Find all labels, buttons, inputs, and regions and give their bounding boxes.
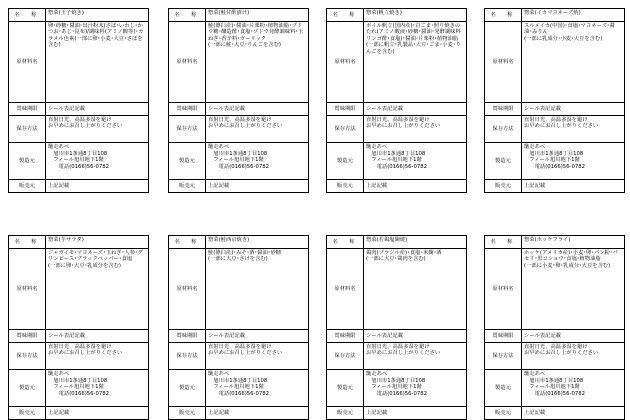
manufacturer-value: 馳走あべ 旭川市1条通8丁目108 フィール旭川地下1階 電話(0166)56-0782 xyxy=(46,370,149,407)
manufacturer-value: 馳走あべ 旭川市1条通8丁目108 フィール旭川地下1階 電話(0166)56-0782 xyxy=(364,370,467,407)
product-name: 惣菜(鮭西京焼き) xyxy=(206,236,309,249)
ingredients-header: 原材料名 xyxy=(485,22,522,103)
manufacturer-value: 馳走あべ 旭川市1条通8丁目108 フィール旭川地下1階 電話(0166)56-0782 xyxy=(522,370,625,407)
manufacturer-value: 馳走あべ 旭川市1条通8丁目108 フィール旭川地下1階 電話(0166)56-0782 xyxy=(46,143,149,180)
manufacturer-value: 馳走あべ 旭川市1条通8丁目108 フィール旭川地下1階 電話(0166)56-0782 xyxy=(364,143,467,180)
seller-header: 販売元 xyxy=(169,407,206,420)
ingredients-value: 鮭(篠臼産)･醤油･片栗粉･植物油脂･ブドウ糖･醸造酢･食塩･ブドウ発酵調味料･玉ねぎ･香辛料･ガーリック (一部に鮭･大豆･りんごを含む) xyxy=(206,22,309,103)
storage-row xyxy=(485,116,625,143)
ingredients-row xyxy=(327,22,467,103)
name-row xyxy=(169,236,309,249)
seller-value: 上記記載 xyxy=(522,407,625,420)
seller-header: 販売元 xyxy=(9,180,46,193)
manufacturer-row xyxy=(327,143,467,180)
expiry-header: 賞味期限 xyxy=(169,103,206,116)
storage-row xyxy=(9,343,149,370)
storage-value: 直射日光、高温多湿を避け お早めにお召し上がりください xyxy=(206,116,309,143)
storage-row xyxy=(327,116,467,143)
expiry-header: 賞味期限 xyxy=(327,103,364,116)
ingredients-value: ホッケ(アメリカ産)･小麦･卵･パン粉･パセリ･黒コショウ･食塩･植物油脂 (一部に小麦･卵･乳成分･大豆を含む) xyxy=(522,249,625,330)
expiry-value: シール表記記載 xyxy=(206,330,309,343)
seller-row xyxy=(9,180,149,193)
name-row xyxy=(9,236,149,249)
expiry-value: シール表記記載 xyxy=(206,103,309,116)
storage-value: 直射日光、高温多湿を避け お早めにお召し上がりください xyxy=(522,116,625,143)
expiry-row xyxy=(9,330,149,343)
manufacturer-header: 製造元 xyxy=(9,370,46,407)
seller-row xyxy=(169,407,309,420)
manufacturer-header: 製造元 xyxy=(485,143,522,180)
ingredients-header: 原材料名 xyxy=(327,249,364,330)
ingredients-header: 原材料名 xyxy=(9,249,46,330)
ingredients-value: 鮭(篠臼産)･みそ･酒･醤油･砂糖 (一部に大豆･さけを含む) xyxy=(206,249,309,330)
product-label-7 xyxy=(326,235,467,420)
ingredients-header: 原材料名 xyxy=(327,22,364,103)
ingredients-header: 原材料名 xyxy=(169,22,206,103)
expiry-header: 賞味期限 xyxy=(9,330,46,343)
manufacturer-header: 製造元 xyxy=(9,143,46,180)
seller-row xyxy=(327,407,467,420)
seller-header: 販売元 xyxy=(169,180,206,193)
name-header: 名 称 xyxy=(9,236,46,249)
storage-value: 直射日光、高温多湿を避け お早めにお召し上がりください xyxy=(364,116,467,143)
storage-value: 直射日光、高温多湿を避け お早めにお召し上がりください xyxy=(522,343,625,370)
storage-header: 保存方法 xyxy=(169,116,206,143)
ingredients-value: 鶏肉(ブラジル産)･食塩･米麹･酒 (一部に大豆･鶏肉を含む) xyxy=(364,249,467,330)
ingredients-header: 原材料名 xyxy=(485,249,522,330)
manufacturer-row xyxy=(9,370,149,407)
expiry-header: 賞味期限 xyxy=(485,103,522,116)
name-header: 名 称 xyxy=(485,236,522,249)
storage-value: 直射日光、高温多湿を避け お早めにお召し上がりください xyxy=(46,116,149,143)
expiry-header: 賞味期限 xyxy=(327,330,364,343)
seller-row xyxy=(169,180,309,193)
manufacturer-header: 製造元 xyxy=(169,370,206,407)
expiry-row xyxy=(169,330,309,343)
expiry-header: 賞味期限 xyxy=(9,103,46,116)
storage-header: 保存方法 xyxy=(169,343,206,370)
product-name: 惣菜(ホッケフライ) xyxy=(522,236,625,249)
product-label-3 xyxy=(326,8,467,193)
manufacturer-row xyxy=(485,143,625,180)
product-label-2 xyxy=(168,8,309,193)
ingredients-value: ボイル帆立(国内産)･白ごま･照り焼きのたれ(アミノ酸液･砂糖･醤油･発酵調味料リンゴ酢･食塩)･醤油･片栗粉･植物油脂 (一部に帆立･乳製品･大豆･ごま･小麦･りんごを含む) xyxy=(364,22,467,103)
manufacturer-header: 製造元 xyxy=(169,143,206,180)
ingredients-row xyxy=(9,22,149,103)
product-label-5 xyxy=(8,235,149,420)
seller-header: 販売元 xyxy=(327,407,364,420)
seller-header: 販売元 xyxy=(485,407,522,420)
product-name: 惣菜(玉子焼き) xyxy=(46,9,149,22)
name-header: 名 称 xyxy=(169,236,206,249)
manufacturer-row xyxy=(485,370,625,407)
seller-row xyxy=(327,180,467,193)
storage-header: 保存方法 xyxy=(485,116,522,143)
manufacturer-value: 馳走あべ 旭川市1条通8丁目108 フィール旭川地下1階 電話(0166)56-0782 xyxy=(206,143,309,180)
manufacturer-value: 馳走あべ 旭川市1条通8丁目108 フィール旭川地下1階 電話(0166)56-0782 xyxy=(522,143,625,180)
expiry-header: 賞味期限 xyxy=(169,330,206,343)
expiry-row xyxy=(327,330,467,343)
product-name: 惣菜(帆立焼き) xyxy=(364,9,467,22)
expiry-row xyxy=(327,103,467,116)
expiry-row xyxy=(9,103,149,116)
ingredients-row xyxy=(485,249,625,330)
product-name: 惣菜(若鶏塩麹焼) xyxy=(364,236,467,249)
expiry-value: シール表記記載 xyxy=(522,330,625,343)
seller-header: 販売元 xyxy=(327,180,364,193)
manufacturer-row xyxy=(169,370,309,407)
name-row xyxy=(485,9,625,22)
product-label-8 xyxy=(484,235,625,420)
storage-row xyxy=(485,343,625,370)
seller-row xyxy=(485,407,625,420)
name-header: 名 称 xyxy=(327,9,364,22)
seller-row xyxy=(485,180,625,193)
ingredients-row xyxy=(327,249,467,330)
product-name: 惣菜(鮭甘酢漬け) xyxy=(206,9,309,22)
seller-header: 販売元 xyxy=(9,407,46,420)
name-row xyxy=(327,236,467,249)
seller-row xyxy=(9,407,149,420)
manufacturer-row xyxy=(169,143,309,180)
expiry-value: シール表記記載 xyxy=(364,330,467,343)
ingredients-header: 原材料名 xyxy=(9,22,46,103)
manufacturer-header: 製造元 xyxy=(327,370,364,407)
product-label-6 xyxy=(168,235,309,420)
name-row xyxy=(327,9,467,22)
seller-header: 販売元 xyxy=(485,180,522,193)
expiry-value: シール表記記載 xyxy=(46,103,149,116)
name-row xyxy=(485,236,625,249)
storage-row xyxy=(169,116,309,143)
product-label-1 xyxy=(8,8,149,193)
product-name: 惣菜(芋サラダ) xyxy=(46,236,149,249)
ingredients-value: 卵･砂糖･醤油･出汁粉末(さば･いわし･かつお･あじ･昆布)/調味料(アミノ酸等)･カラメル色素(一部に卵･小麦･大豆･さばを含む) xyxy=(46,22,149,103)
expiry-header: 賞味期限 xyxy=(485,330,522,343)
storage-value: 直射日光、高温多湿を避け お早めにお召し上がりください xyxy=(206,343,309,370)
name-header: 名 称 xyxy=(327,236,364,249)
storage-value: 直射日光、高温多湿を避け お早めにお召し上がりください xyxy=(46,343,149,370)
ingredients-value: ジャガイモ･マヨネーズ･玉ねぎ･人参･グリンピース･ブラックペッパー･食塩 (一部に卵･大豆･乳成分を含む) xyxy=(46,249,149,330)
ingredients-row xyxy=(169,249,309,330)
ingredients-value: スルメイカ(中国)･食塩･マヨネーズ･醤油･みりん (一部に乳成分･小麦･大豆を含む) xyxy=(522,22,625,103)
expiry-row xyxy=(485,103,625,116)
name-header: 名 称 xyxy=(169,9,206,22)
seller-value: 上記記載 xyxy=(46,180,149,193)
seller-value: 上記記載 xyxy=(364,407,467,420)
name-row xyxy=(169,9,309,22)
expiry-row xyxy=(169,103,309,116)
seller-value: 上記記載 xyxy=(46,407,149,420)
expiry-row xyxy=(485,330,625,343)
seller-value: 上記記載 xyxy=(206,180,309,193)
seller-value: 上記記載 xyxy=(522,180,625,193)
manufacturer-header: 製造元 xyxy=(485,370,522,407)
seller-value: 上記記載 xyxy=(364,180,467,193)
name-header: 名 称 xyxy=(485,9,522,22)
expiry-value: シール表記記載 xyxy=(364,103,467,116)
ingredients-row xyxy=(9,249,149,330)
expiry-value: シール表記記載 xyxy=(46,330,149,343)
manufacturer-value: 馳走あべ 旭川市1条通8丁目108 フィール旭川地下1階 電話(0166)56-0782 xyxy=(206,370,309,407)
storage-row xyxy=(9,116,149,143)
storage-value: 直射日光、高温多湿を避け お早めにお召し上がりください xyxy=(364,343,467,370)
product-name: 惣菜(イカマヨネーズ焼) xyxy=(522,9,625,22)
ingredients-row xyxy=(485,22,625,103)
product-label-4 xyxy=(484,8,625,193)
manufacturer-row xyxy=(9,143,149,180)
name-header: 名 称 xyxy=(9,9,46,22)
storage-row xyxy=(327,343,467,370)
ingredients-row xyxy=(169,22,309,103)
storage-header: 保存方法 xyxy=(485,343,522,370)
manufacturer-header: 製造元 xyxy=(327,143,364,180)
storage-row xyxy=(169,343,309,370)
seller-value: 上記記載 xyxy=(206,407,309,420)
ingredients-header: 原材料名 xyxy=(169,249,206,330)
storage-header: 保存方法 xyxy=(327,116,364,143)
name-row xyxy=(9,9,149,22)
expiry-value: シール表記記載 xyxy=(522,103,625,116)
manufacturer-row xyxy=(327,370,467,407)
storage-header: 保存方法 xyxy=(9,343,46,370)
storage-header: 保存方法 xyxy=(327,343,364,370)
storage-header: 保存方法 xyxy=(9,116,46,143)
